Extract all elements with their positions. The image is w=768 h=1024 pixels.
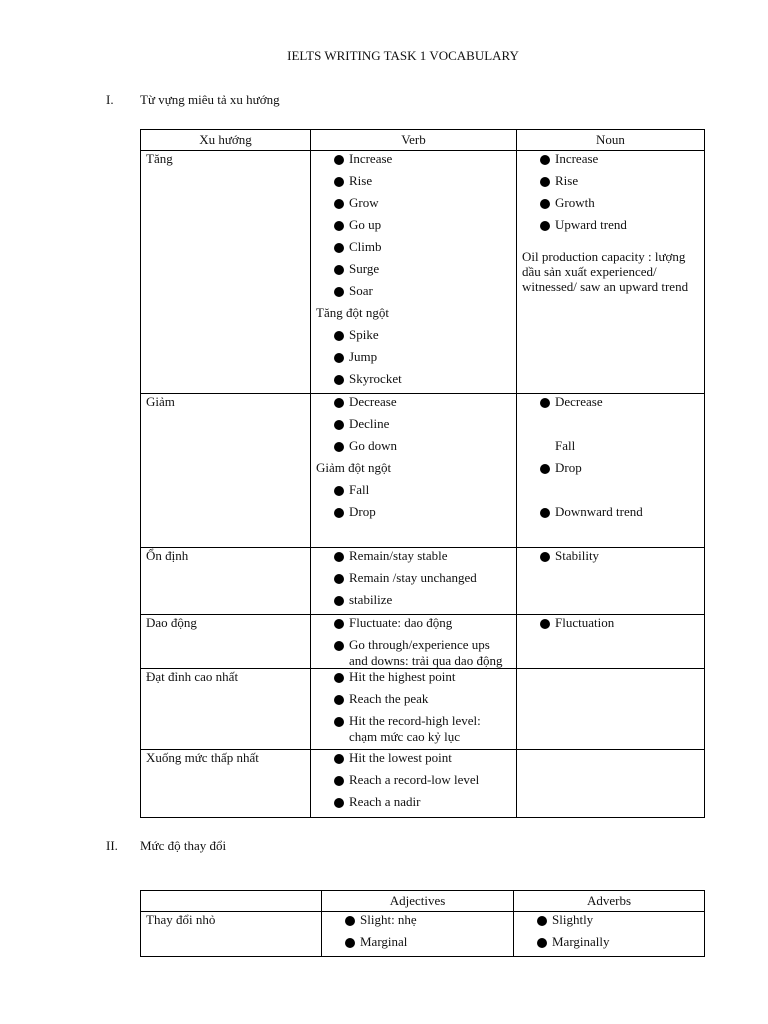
- list-item: [327, 934, 508, 956]
- table-header-row: [141, 130, 705, 151]
- section-title: Từ vựng miêu tả xu hướng: [140, 92, 280, 107]
- bullet-icon: [334, 486, 344, 496]
- verb-list: [316, 327, 511, 393]
- bullet-icon: [334, 798, 344, 808]
- list-item-text: Fall: [555, 438, 576, 453]
- list-item: [316, 691, 511, 713]
- list-item-text: Drop: [555, 460, 582, 475]
- bullet-icon: [334, 265, 344, 275]
- bullet-icon: [334, 331, 344, 341]
- list-item: [316, 570, 511, 592]
- list-item-text: Reach the peak: [349, 691, 429, 707]
- list-item: [316, 195, 511, 217]
- bullet-icon: [334, 177, 344, 187]
- list-item: [522, 195, 699, 217]
- bullet-icon: [334, 508, 344, 518]
- verb-cell: [311, 615, 517, 669]
- list-item-text: Fluctuation: [555, 615, 615, 630]
- list-item: [316, 239, 511, 261]
- list-item-text: Remain/stay stable: [349, 548, 448, 563]
- list-item-text: Marginal: [360, 934, 408, 949]
- list-item: [316, 482, 511, 504]
- verb-list: [316, 615, 511, 668]
- bullet-icon: [334, 420, 344, 430]
- bullet-icon: [334, 243, 344, 253]
- column-header: Verb: [311, 130, 517, 151]
- list-item-text: Fluctuate: dao động: [349, 615, 453, 630]
- list-item-text: Go up: [349, 217, 382, 232]
- bullet-icon: [345, 938, 355, 948]
- list-item: [316, 371, 511, 393]
- bullet-icon: [334, 574, 344, 584]
- bullet-icon: [334, 695, 344, 705]
- list-item: [522, 548, 699, 570]
- noun-cell: [517, 151, 705, 394]
- list-item: [316, 750, 511, 772]
- table-header-row: [141, 891, 705, 912]
- bullet-icon: [540, 398, 550, 408]
- list-item: [519, 912, 699, 934]
- bullet-icon: [334, 442, 344, 452]
- adverb-list: [519, 912, 699, 956]
- list-item: [316, 615, 511, 637]
- noun-cell: [517, 750, 705, 818]
- table-row: [141, 151, 705, 394]
- verb-list: [316, 750, 511, 816]
- bullet-icon: [540, 155, 550, 165]
- bullet-icon: [540, 177, 550, 187]
- list-item-text: Spike: [349, 327, 379, 342]
- verb-cell: [311, 151, 517, 394]
- verb-cell: [311, 669, 517, 750]
- bullet-icon: [334, 596, 344, 606]
- list-item-text: stabilize: [349, 592, 393, 607]
- list-item-text: Rise: [555, 173, 579, 188]
- list-item-text: Go through/experience ups and downs: trải qua dao động: [349, 637, 503, 668]
- list-item: [522, 504, 699, 526]
- bullet-icon: [334, 398, 344, 408]
- sub-label: Tăng đột ngột: [316, 305, 389, 320]
- list-item: [316, 592, 511, 614]
- list-item-text: Stability: [555, 548, 600, 563]
- trend-cell: Ổn định: [141, 548, 311, 615]
- list-item: [522, 615, 699, 637]
- bullet-icon: [540, 199, 550, 209]
- list-item-text: Slightly: [552, 912, 594, 927]
- bullet-icon: [334, 221, 344, 231]
- section-number: I.: [106, 92, 114, 107]
- noun-list: [522, 460, 699, 482]
- list-item: [316, 713, 511, 744]
- list-item-text: Marginally: [552, 934, 610, 949]
- column-header: [141, 891, 322, 912]
- bullet-icon: [334, 199, 344, 209]
- page-title: IELTS WRITING TASK 1 VOCABULARY: [287, 48, 519, 63]
- list-item: [522, 217, 699, 239]
- list-item: [522, 438, 699, 460]
- bullet-icon: [540, 464, 550, 474]
- column-header: Adverbs: [514, 891, 705, 912]
- spacer: [522, 482, 699, 504]
- list-item-text: Climb: [349, 239, 382, 254]
- bullet-icon: [537, 938, 547, 948]
- list-item-text: Go down: [349, 438, 398, 453]
- verb-list: [316, 548, 511, 614]
- list-item-text: Decline: [349, 416, 390, 431]
- bullet-icon: [540, 221, 550, 231]
- list-item: [316, 669, 511, 691]
- noun-list: [522, 394, 699, 416]
- column-header: Xu hướng: [141, 130, 311, 151]
- adjective-list: [327, 912, 508, 956]
- list-item-text: Soar: [349, 283, 373, 298]
- list-item: [316, 151, 511, 173]
- bullet-icon: [334, 155, 344, 165]
- section-heading-2: [106, 838, 226, 854]
- table-row: [141, 615, 705, 669]
- noun-cell: [517, 394, 705, 548]
- noun-list: [522, 548, 699, 570]
- list-item-text: Rise: [349, 173, 373, 188]
- column-header: Adjectives: [322, 891, 514, 912]
- noun-note: Oil production capacity : lượng dầu sản xuất experienced/ witnessed/ saw an upward trend: [522, 249, 689, 295]
- list-item: [316, 772, 511, 794]
- verb-cell: [311, 394, 517, 548]
- bullet-icon: [334, 673, 344, 683]
- bullet-icon: [334, 552, 344, 562]
- bullet-icon: [537, 916, 547, 926]
- list-item-text: Downward trend: [555, 504, 643, 519]
- table-row: [141, 750, 705, 818]
- trend-cell: Tăng: [141, 151, 311, 394]
- noun-list: [522, 438, 699, 460]
- list-item-text: Jump: [349, 349, 378, 364]
- list-item: [316, 217, 511, 239]
- column-header: Noun: [517, 130, 705, 151]
- list-item-text: Hit the record-high level: chạm mức cao kỷ lục: [349, 713, 481, 744]
- list-item: [316, 637, 511, 668]
- list-item-text: Hit the lowest point: [349, 750, 452, 766]
- table-row: [141, 548, 705, 615]
- bullet-icon: [345, 916, 355, 926]
- list-item: [519, 934, 699, 956]
- noun-list: [522, 151, 699, 239]
- noun-list: [522, 504, 699, 526]
- verb-cell: [311, 750, 517, 818]
- bullet-icon: [540, 552, 550, 562]
- list-item: [316, 504, 511, 526]
- bullet-icon: [334, 717, 344, 727]
- table-row: [141, 669, 705, 750]
- bullet-icon: [334, 287, 344, 297]
- trend-cell: Giảm: [141, 394, 311, 548]
- trend-cell: Đạt đỉnh cao nhất: [141, 669, 311, 750]
- list-item-text: Grow: [349, 195, 379, 210]
- noun-list: [522, 615, 699, 637]
- list-item-text: Upward trend: [555, 217, 627, 232]
- list-item-text: Growth: [555, 195, 595, 210]
- list-item: [522, 460, 699, 482]
- trend-cell: Xuống mức thấp nhất: [141, 750, 311, 818]
- sub-label: Giảm đột ngột: [316, 460, 392, 475]
- verb-list: [316, 482, 511, 526]
- bullet-icon: [334, 353, 344, 363]
- bullet-icon: [334, 375, 344, 385]
- list-item: [522, 151, 699, 173]
- verb-cell: [311, 548, 517, 615]
- list-item-text: Reach a record-low level: [349, 772, 480, 788]
- noun-cell: [517, 615, 705, 669]
- verb-list: [316, 669, 511, 744]
- change-level-cell: Thay đổi nhỏ: [141, 912, 322, 957]
- list-item-text: Remain /stay unchanged: [349, 570, 477, 585]
- bullet-icon: [334, 754, 344, 764]
- list-item-text: Increase: [349, 151, 393, 166]
- list-item: [316, 173, 511, 195]
- list-item: [316, 261, 511, 283]
- verb-list: [316, 394, 511, 460]
- bullet-icon: [540, 619, 550, 629]
- verb-list: [316, 151, 511, 305]
- list-item: [316, 349, 511, 371]
- list-item-text: Drop: [349, 504, 376, 519]
- trend-cell: Dao động: [141, 615, 311, 669]
- list-item: [327, 912, 508, 934]
- list-item-text: Slight: nhẹ: [360, 912, 417, 927]
- list-item-text: Increase: [555, 151, 599, 166]
- list-item-text: Fall: [349, 482, 370, 497]
- bullet-icon: [540, 508, 550, 518]
- list-item: [316, 794, 511, 816]
- bullet-icon: [334, 619, 344, 629]
- list-item: [316, 283, 511, 305]
- list-item: [316, 327, 511, 349]
- list-item-text: Skyrocket: [349, 371, 402, 386]
- adjective-cell: [322, 912, 514, 957]
- noun-cell: [517, 669, 705, 750]
- bullet-icon: [334, 641, 344, 651]
- table-row: [141, 394, 705, 548]
- list-item: [316, 438, 511, 460]
- list-item: [316, 416, 511, 438]
- list-item-text: Decrease: [349, 394, 397, 409]
- list-item-text: Surge: [349, 261, 380, 276]
- list-item-text: Decrease: [555, 394, 603, 409]
- list-item: [522, 394, 699, 416]
- table-row: [141, 912, 705, 957]
- section-heading-1: [106, 92, 280, 108]
- spacer: [522, 416, 699, 438]
- noun-cell: [517, 548, 705, 615]
- list-item: [316, 394, 511, 416]
- list-item-text: Hit the highest point: [349, 669, 456, 685]
- list-item: [316, 548, 511, 570]
- adverb-cell: [514, 912, 705, 957]
- trend-vocabulary-table: [140, 129, 705, 818]
- bullet-icon: [334, 776, 344, 786]
- list-item: [522, 173, 699, 195]
- section-number: II.: [106, 838, 118, 853]
- degree-of-change-table: [140, 890, 705, 957]
- section-title: Mức độ thay đổi: [140, 838, 227, 853]
- list-item-text: Reach a nadir: [349, 794, 421, 810]
